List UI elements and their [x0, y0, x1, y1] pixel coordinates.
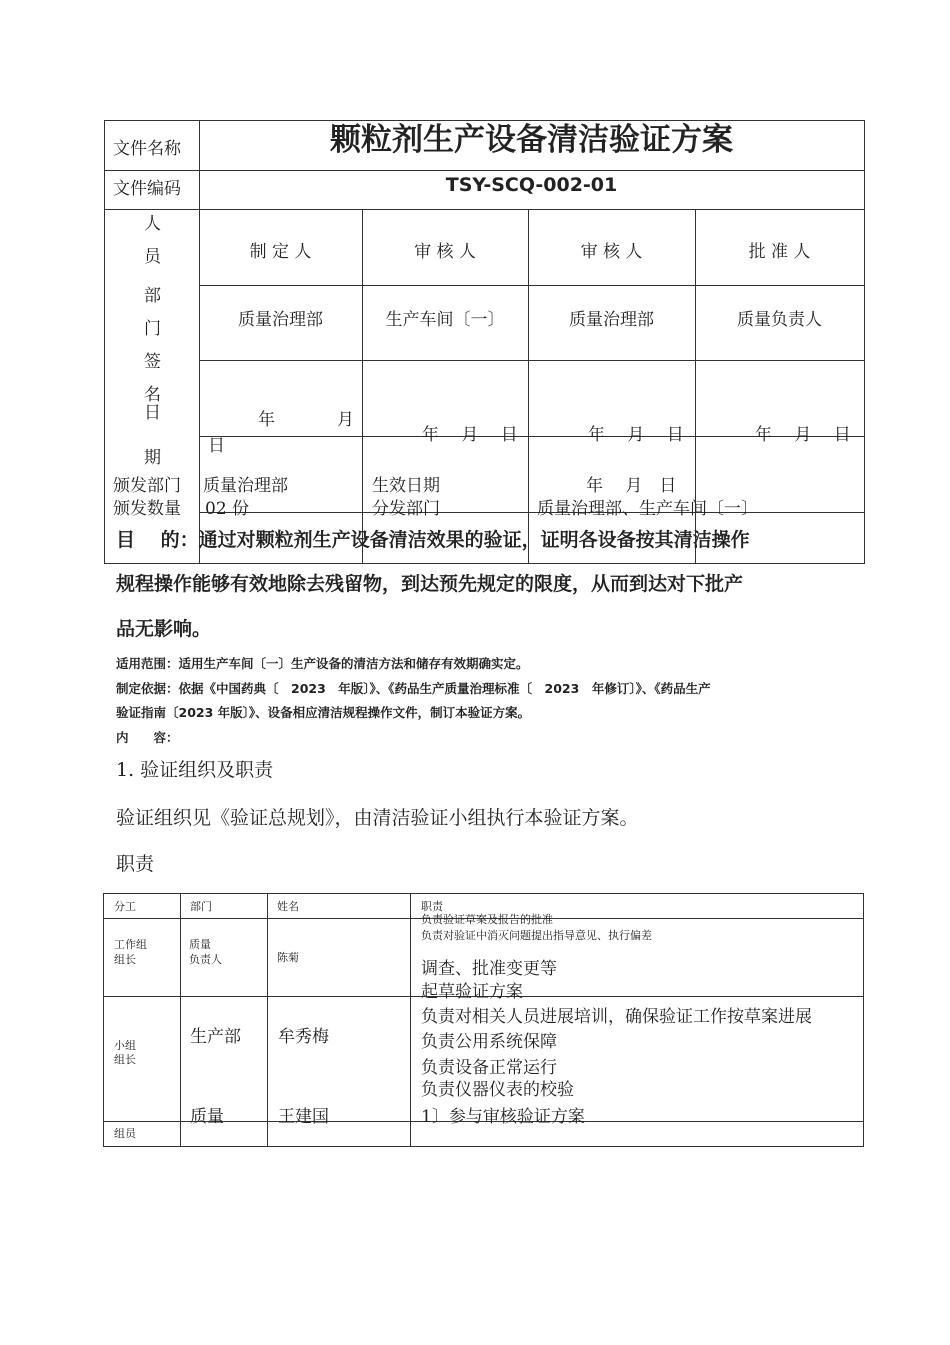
table-border — [180, 893, 181, 1147]
signature-label: 名 — [144, 385, 161, 405]
effective-date-label: 生效日期 — [372, 476, 440, 496]
column-header-division: 分工 — [114, 900, 136, 913]
section-heading: 1. 验证组织及职责 — [116, 759, 274, 781]
document-title: 颗粒剂生产设备清洁验证方案 — [330, 122, 733, 158]
dept-drafter: 质量治理部 — [238, 310, 323, 330]
table-border — [199, 360, 864, 361]
table-border — [528, 209, 529, 564]
basis-text: 验证指南〔2023 年版〕》、设备相应清洁规程操作文件，制订本验证方案。 — [116, 705, 531, 720]
column-header-duty: 职责 — [421, 900, 443, 913]
date-day: 日 — [208, 436, 225, 456]
table-cell: 质量 — [190, 1107, 224, 1127]
content-label: 内 容： — [116, 730, 179, 745]
table-border — [410, 893, 411, 1147]
basis-text: 制定依据：依据《中国药典〔 2023 年版〕》、《药品生产质量治理标准〔 2023 年修订〕》、《药品生产 — [116, 681, 711, 696]
date-reviewer: 年 月 日 — [588, 425, 684, 445]
department-label: 门 — [144, 319, 161, 339]
table-border — [103, 1146, 864, 1147]
table-cell: 陈菊 — [277, 951, 299, 964]
duty-item: 起草验证方案 — [421, 982, 523, 1002]
table-border — [199, 512, 864, 513]
table-border — [103, 893, 864, 894]
date-reviewer: 年 月 日 — [422, 425, 518, 445]
table-cell: 组员 — [114, 1127, 136, 1140]
table-cell: 组长 — [114, 953, 136, 966]
table-cell: 负责人 — [189, 953, 222, 966]
personnel-label: 员 — [144, 247, 161, 267]
signature-label: 签 — [144, 352, 161, 372]
table-cell: 组长 — [114, 1053, 136, 1066]
file-name-label: 文件名称 — [113, 139, 181, 159]
table-cell: 王建国 — [278, 1107, 329, 1127]
file-code-label: 文件编码 — [113, 179, 181, 199]
department-label: 部 — [144, 286, 161, 306]
table-border — [199, 285, 864, 286]
table-border — [104, 563, 864, 564]
role-reviewer: 审 核 人 — [414, 242, 476, 262]
date-month: 月 — [337, 410, 354, 430]
date-year: 年 — [258, 410, 275, 430]
duty-item: 负责公用系统保障 — [421, 1032, 557, 1052]
table-cell: 生产部 — [190, 1027, 241, 1047]
role-reviewer: 审 核 人 — [580, 242, 643, 262]
duty-item: 调查、批准变更等 — [421, 959, 557, 979]
dept-reviewer: 质量治理部 — [569, 310, 654, 330]
dept-approver: 质量负责人 — [737, 310, 822, 330]
duty-item: 1〕参与审核验证方案 — [421, 1107, 585, 1127]
issue-qty-value: 02 份 — [205, 499, 250, 519]
org-text: 验证组织见《验证总规划》，由清洁验证小组执行本验证方案。 — [116, 807, 639, 829]
table-border — [864, 120, 865, 564]
distribute-label: 分发部门 — [372, 499, 440, 519]
issue-dept-label: 颁发部门 — [113, 476, 181, 496]
effective-date-value: 年 月 日 — [586, 476, 677, 496]
column-header-name: 姓名 — [277, 900, 299, 913]
role-drafter: 制 定 人 — [249, 242, 312, 262]
table-border — [104, 170, 864, 171]
personnel-label: 人 — [144, 214, 161, 234]
duty-heading: 职责 — [116, 853, 155, 875]
duty-item: 负责对验证中消灭问题提出指导意见、执行偏差 — [421, 929, 652, 942]
duty-item: 负责设备正常运行 — [421, 1058, 557, 1078]
table-cell: 牟秀梅 — [278, 1027, 329, 1047]
duty-item: 负责仪器仪表的校验 — [421, 1080, 574, 1100]
dept-reviewer: 生产车间〔一〕 — [385, 310, 505, 330]
table-border — [103, 893, 104, 1147]
issue-qty-label: 颁发数量 — [113, 499, 181, 519]
table-border — [104, 120, 105, 564]
scope-text: 适用范围：适用生产车间〔一〕生产设备的清洁方法和储存有效期确实定。 — [116, 656, 529, 671]
distribute-value: 质量治理部、生产车间〔一〕 — [537, 499, 758, 519]
purpose-line: 规程操作能够有效地除去残留物，到达预先规定的限度，从而到达对下批产 — [116, 573, 744, 595]
role-approver: 批 准 人 — [748, 242, 811, 262]
table-border — [267, 893, 268, 1147]
table-cell: 工作组 — [114, 938, 147, 951]
file-code: TSY-SCQ-002-01 — [445, 174, 618, 196]
purpose-line: 品无影响。 — [116, 618, 212, 640]
date-label: 日 — [144, 403, 161, 423]
date-approver: 年 月 日 — [755, 425, 851, 445]
column-header-department: 部门 — [190, 900, 212, 913]
issue-dept-value: 质量治理部 — [203, 476, 288, 496]
table-border — [362, 209, 363, 564]
table-border — [104, 209, 864, 210]
table-cell: 质量 — [189, 938, 211, 951]
duty-item: 负责对相关人员进展培训，确保验证工作按草案进展 — [421, 1007, 812, 1027]
purpose-line: 目 的：通过对颗粒剂生产设备清洁效果的验证，证明各设备按其清洁操作 — [116, 529, 750, 551]
duty-item: 负责验证草案及报告的批准 — [421, 913, 553, 926]
table-border — [863, 893, 864, 1147]
date-label: 期 — [144, 448, 161, 468]
table-cell: 小组 — [114, 1039, 136, 1052]
